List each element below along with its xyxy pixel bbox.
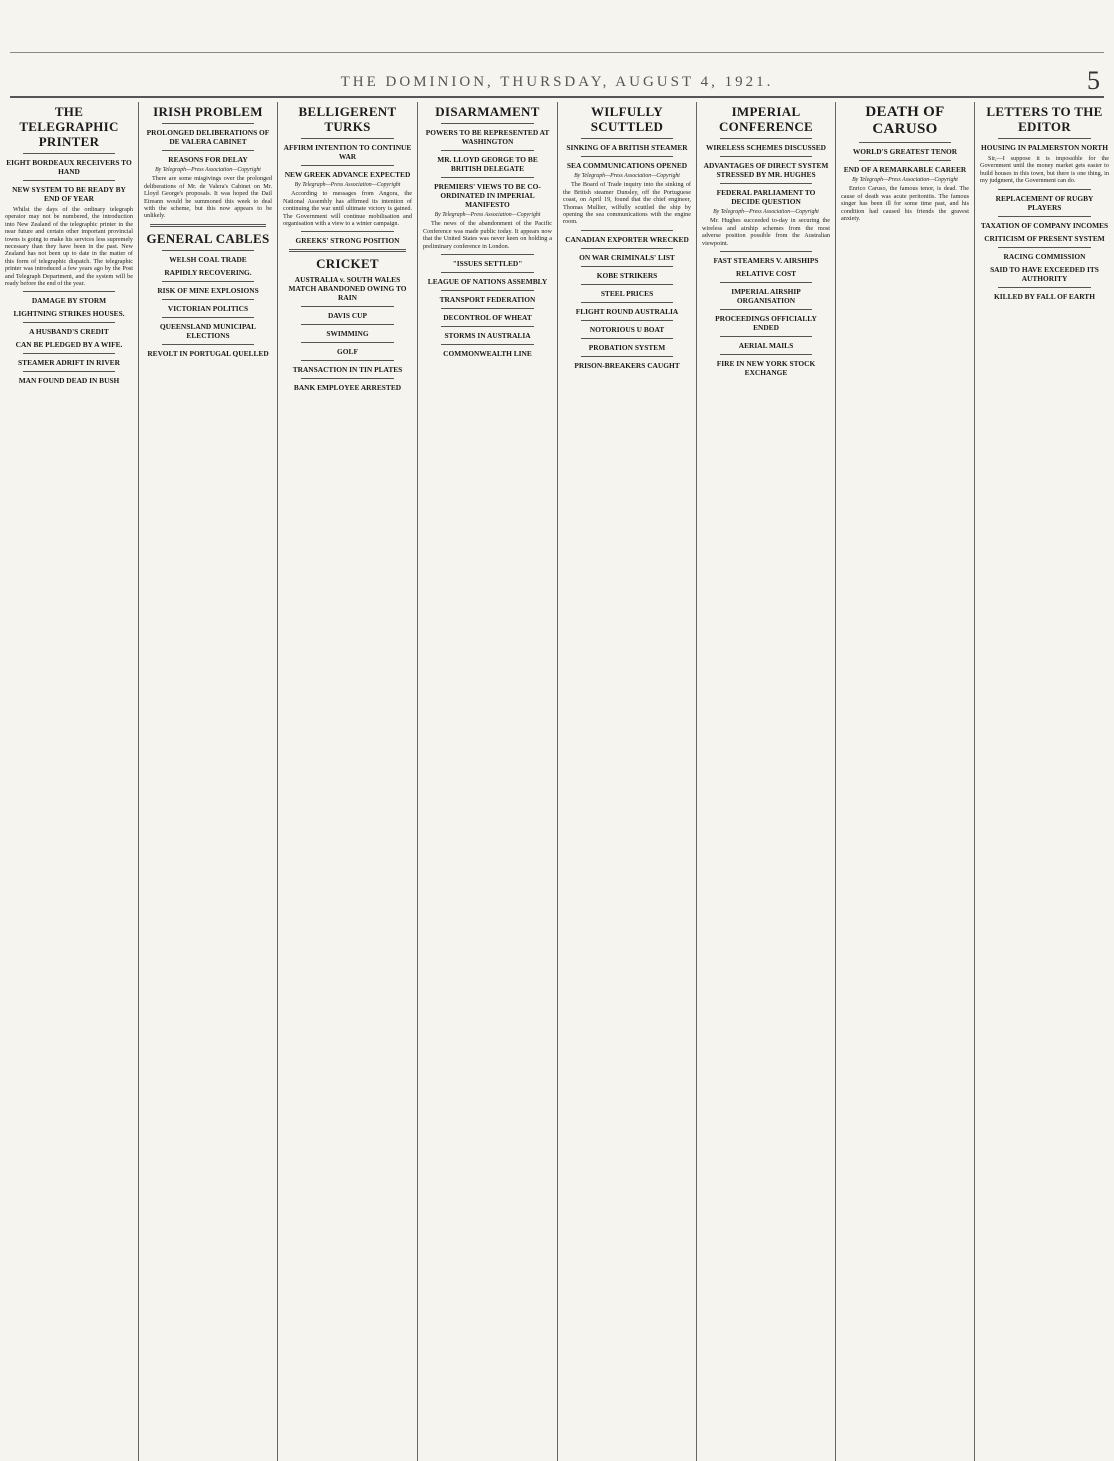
section-heading: PROCEEDINGS OFFICIALLY ENDED (715, 314, 817, 333)
page-title: THE DOMINION, THURSDAY, AUGUST 4, 1921. (340, 74, 774, 90)
headline: DISARMAMENT (435, 104, 540, 119)
section-heading: PROBATION SYSTEM (588, 342, 666, 352)
column-wilfully-scuttled (558, 102, 697, 1461)
subhead: WORLD'S GREATEST TENOR (852, 147, 958, 156)
section-heading: COMMONWEALTH LINE (443, 349, 532, 359)
headline: WILFULLY SCUTTLED (590, 104, 664, 134)
section-heading: TRANSACTION IN TIN PLATES (292, 365, 403, 375)
section-heading: FLIGHT ROUND AUSTRALIA (575, 306, 679, 316)
section-heading: FAST STEAMERS V. AIRSHIPS (713, 256, 819, 266)
section-heading: FIRE IN NEW YORK STOCK EXCHANGE (716, 359, 816, 378)
subhead: NEW SYSTEM TO BE READY BY END OF YEAR (12, 185, 126, 203)
column-irish-problem (139, 102, 278, 1461)
byline: By Telegraph—Press Association—Copyright (852, 177, 958, 183)
page-number: 5 (1087, 66, 1100, 95)
subhead: EIGHT BORDEAUX RECEIVERS TO HAND (6, 158, 132, 176)
byline: By Telegraph—Press Association—Copyright (294, 182, 401, 188)
section-heading: DECONTROL OF WHEAT (443, 313, 532, 323)
section-heading: CRICKET (316, 256, 379, 272)
byline: By Telegraph—Press Association—Copyright (155, 167, 261, 173)
section-heading: TRANSPORT FEDERATION (439, 295, 536, 305)
subhead: POWERS TO BE REPRESENTED AT WASHINGTON (425, 128, 550, 146)
article-body: According to messages from Angora, the National Assembly has affirmed its intention of continuing the war until ultimate victory is gained. The Government will continue mobilisation and organisation with a view to a winter campaign. (283, 190, 412, 228)
section-heading: LEAGUE OF NATIONS ASSEMBLY (427, 277, 548, 287)
subhead: END OF A REMARKABLE CAREER (843, 165, 967, 174)
subhead: NEW GREEK ADVANCE EXPECTED (284, 170, 411, 179)
subhead: WIRELESS SCHEMES DISCUSSED (706, 143, 826, 152)
subhead: SEA COMMUNICATIONS OPENED (566, 161, 688, 170)
columns (0, 102, 1114, 1461)
section-heading: WELSH COAL TRADE (169, 254, 247, 264)
section-subheading: SAID TO HAVE EXCEEDED ITS AUTHORITY (990, 264, 1099, 283)
section-heading: KILLED BY FALL OF EARTH (994, 291, 1095, 301)
headline: THE TELEGRAPHIC PRINTER (19, 104, 119, 149)
section-heading: MAN FOUND DEAD IN BUSH (18, 376, 120, 386)
section-heading: REPLACEMENT OF RUGBY PLAYERS (995, 193, 1094, 212)
section-heading: DAMAGE BY STORM (31, 296, 107, 306)
column-imperial-conference (697, 102, 836, 1461)
column-belligerent-turks (278, 102, 418, 1461)
column-telegraphic-printer (0, 102, 139, 1461)
section-heading: RISK OF MINE EXPLOSIONS (157, 285, 259, 295)
masthead-rule-bottom (10, 96, 1104, 98)
subhead: PROLONGED DELIBERATIONS OF DE VALERA CABINET (146, 128, 270, 146)
article-body: The news of the abandonment of the Pacific Conference was made public today. It appears now that the United States was never keen on holding a preliminary conference in London. (423, 220, 552, 250)
section-subheading: CAN BE PLEDGED BY A WIFE. (15, 340, 123, 350)
section-heading: RACING COMMISSION (1003, 251, 1086, 261)
section-heading: GENERAL CABLES (146, 230, 270, 246)
section-heading: GREEKS' STRONG POSITION (295, 236, 400, 246)
section-heading: DAVIS CUP (327, 311, 368, 321)
article-body: Sir,—I suppose it is impossible for the Government until the money market gets easier to build houses in this town, but there is one thing, in my judgment, the Government can do. (980, 155, 1109, 185)
section-heading: IMPERIAL AIRSHIP ORGANISATION (731, 287, 801, 306)
section-heading: ON WAR CRIMINALS' LIST (579, 252, 675, 262)
masthead (0, 0, 1114, 95)
article-body: Mr. Hughes succeeded to-day in securing the wireless and airship schemes from the most adverse position possible from the Australian viewpoint. (702, 217, 830, 247)
section-heading: KOBE STRIKERS (596, 270, 658, 280)
subhead: HOUSING IN PALMERSTON NORTH (981, 143, 1108, 152)
headline: BELLIGERENT TURKS (298, 104, 397, 134)
section-heading: PRISON-BREAKERS CAUGHT (574, 360, 680, 370)
byline: By Telegraph—Press Association—Copyright (574, 173, 680, 179)
subhead: AFFIRM INTENTION TO CONTINUE WAR (283, 143, 412, 161)
section-heading: A HUSBAND'S CREDIT (29, 327, 109, 337)
subhead: REASONS FOR DELAY (168, 155, 248, 164)
headline: DEATH OF CARUSO (865, 104, 945, 137)
byline: By Telegraph—Press Association—Copyright (713, 209, 819, 215)
section-heading: "ISSUES SETTLED" (452, 259, 523, 269)
column-disarmament (418, 102, 558, 1461)
section-heading: SWIMMING (326, 329, 369, 339)
headline: LETTERS TO THE EDITOR (986, 104, 1103, 134)
section-heading: GOLF (337, 347, 358, 357)
article-body: There are some misgivings over the prolonged deliberations of Mr. de Valera's Cabinet on Mr. Lloyd George's proposals. It was hoped the Dail Eireann would be summoned this week to deal with the scheme, but this now appears to be unlikely. (144, 175, 272, 220)
section-heading: VICTORIAN POLITICS (167, 303, 249, 313)
subhead: MR. LLOYD GEORGE TO BE BRITISH DELEGATE (437, 155, 538, 173)
subhead: FEDERAL PARLIAMENT TO DECIDE QUESTION (716, 188, 816, 206)
byline: By Telegraph—Press Association—Copyright (434, 212, 541, 218)
column-letters-to-the-editor (975, 102, 1114, 1461)
section-heading: BANK EMPLOYEE ARRESTED (293, 383, 402, 393)
subhead: ADVANTAGES OF DIRECT SYSTEM STRESSED BY MR. HUGHES (703, 161, 829, 179)
section-subheading: AUSTRALIA v. SOUTH WALES MATCH ABANDONED OWING TO RAIN (288, 275, 407, 303)
section-heading: AERIAL MAILS (738, 341, 794, 351)
headline: IMPERIAL CONFERENCE (718, 104, 813, 134)
section-heading: CANADIAN EXPORTER WRECKED (565, 234, 689, 244)
section-heading: NOTORIOUS U BOAT (589, 324, 665, 334)
section-heading: STORMS IN AUSTRALIA (444, 331, 531, 341)
section-heading: REVOLT IN PORTUGAL QUELLED (147, 348, 269, 358)
headline: IRISH PROBLEM (153, 104, 263, 119)
article-body: Whilst the days of the ordinary telegraph operator may not be numbered, the introduction into New Zealand of the telegraphic printer in the near future and certain other important provincial towns is going to make his services less supremely necessary than they have been in the past. New Zealand has not been up to date in the matter of this form of telegraphic dispatch. The telegraphic printer was introduced a few years ago by the Post and Telegraph Department, and the system will be ready before the end of the year. (5, 206, 133, 288)
section-heading: TAXATION OF COMPANY INCOMES (980, 220, 1109, 230)
column-death-of-caruso (836, 102, 975, 1461)
section-subheading: RELATIVE COST (735, 269, 797, 279)
article-body: Enrico Caruso, the famous tenor, is dead. The cause of death was acute peritonitis. The famous singer has been ill for some time past, and his condition had caused his friends the gravest anxiety. (841, 185, 969, 223)
section-heading: STEEL PRICES (600, 288, 654, 298)
section-subheading: RAPIDLY RECOVERING. (164, 267, 252, 277)
subhead: PREMIERS' VIEWS TO BE CO-ORDINATED IN IMPERIAL MANIFESTO (434, 182, 541, 209)
section-heading: QUEENSLAND MUNICIPAL ELECTIONS (159, 321, 257, 340)
article-body: The Board of Trade inquiry into the sinking of the British steamer Dunsley, off the Portuguese coast, on April 19, found that the chief engineer, Thomas Mullier, wilfully scuttled the ship by opening the sea communications with the engine room. (563, 181, 691, 226)
section-heading: STEAMER ADRIFT IN RIVER (18, 358, 120, 368)
subhead: SINKING OF A BRITISH STEAMER (566, 143, 688, 152)
masthead-rule-top (10, 52, 1104, 53)
section-subheading: CRITICISM OF PRESENT SYSTEM (984, 233, 1105, 243)
section-subheading: LIGHTNING STRIKES HOUSES. (13, 309, 125, 319)
